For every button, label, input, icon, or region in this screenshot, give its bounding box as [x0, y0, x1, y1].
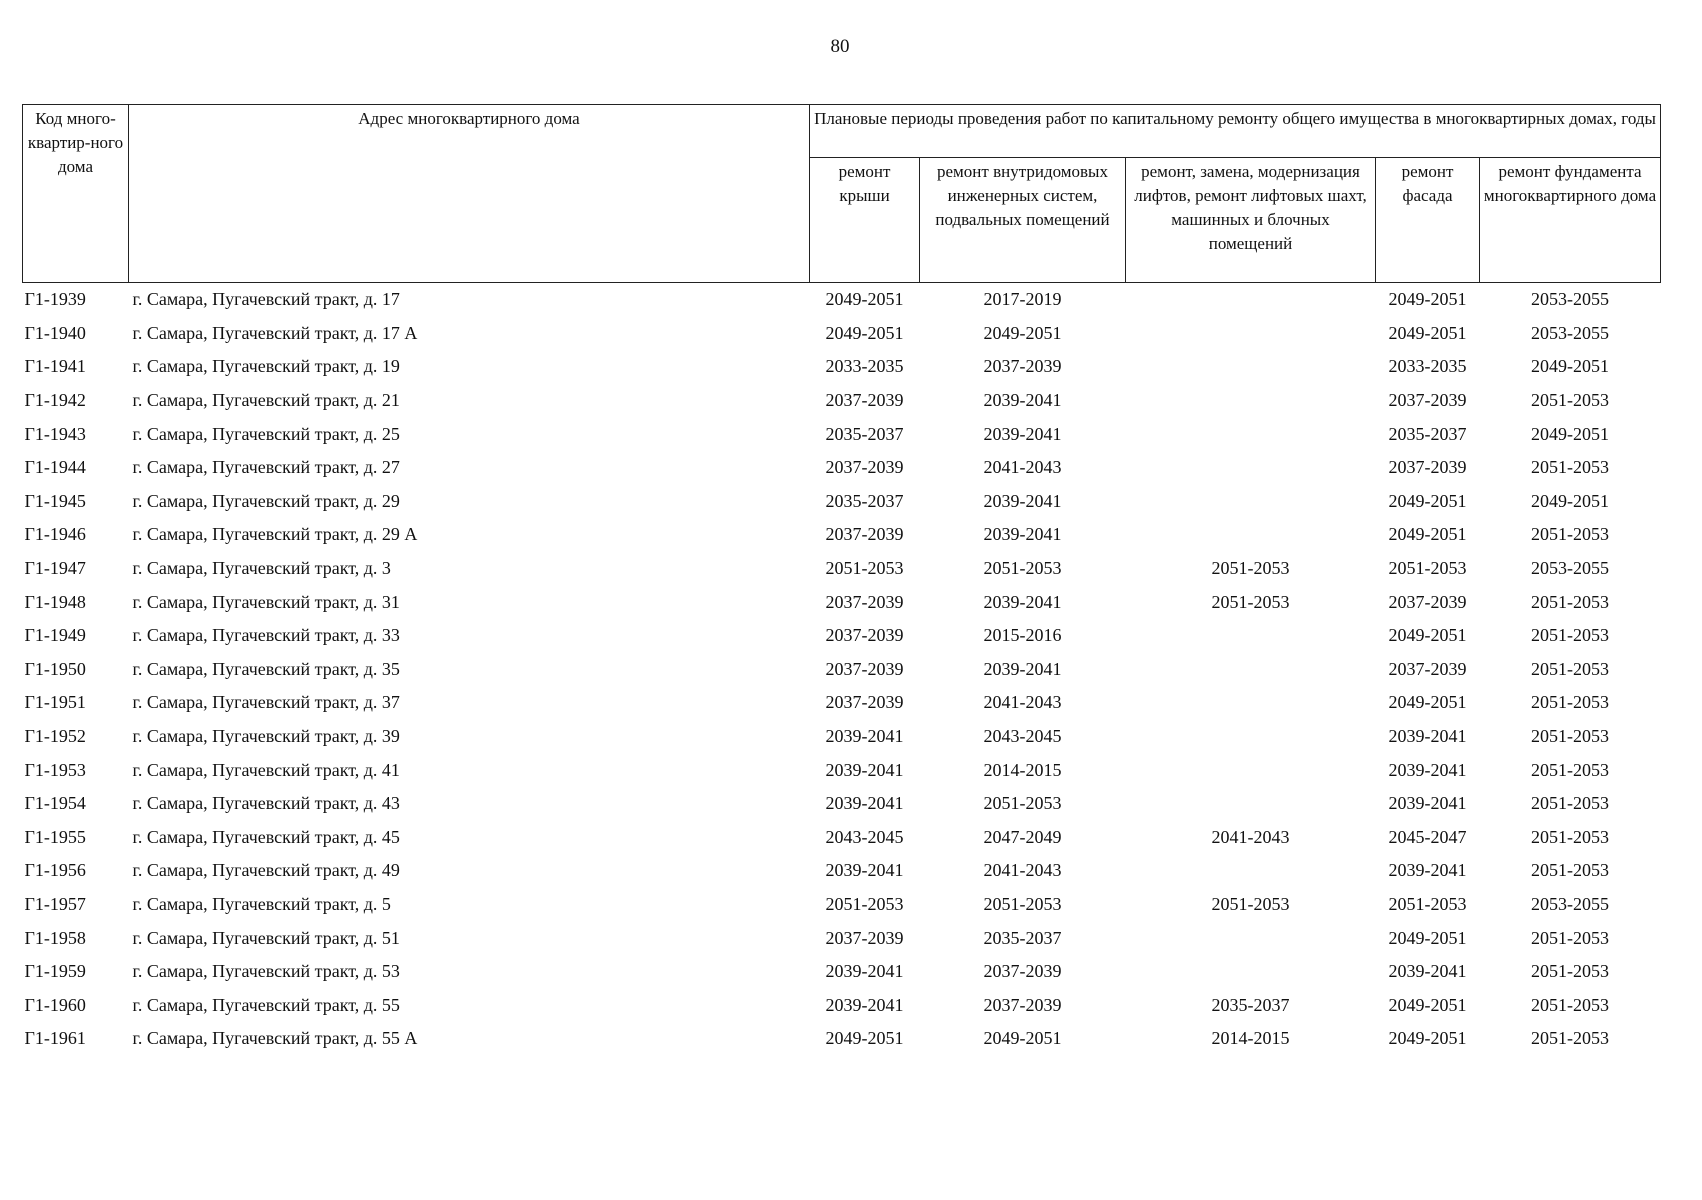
cell-facade: 2049-2051 — [1388, 1028, 1467, 1049]
cell-roof: 2039-2041 — [825, 994, 904, 1015]
cell-address: г. Самара, Пугачевский тракт, д. 33 — [132, 625, 400, 646]
cell-facade: 2039-2041 — [1388, 961, 1467, 982]
cell-code: Г1-1939 — [24, 289, 86, 310]
table-row — [23, 552, 1661, 586]
cell-facade: 2039-2041 — [1388, 860, 1467, 881]
cell-roof: 2033-2035 — [825, 356, 904, 377]
cell-engineering: 2051-2053 — [983, 893, 1062, 914]
table-row — [23, 283, 1661, 317]
cell-lifts — [1126, 384, 1376, 418]
cell-address: г. Самара, Пугачевский тракт, д. 19 — [132, 356, 400, 377]
cell-address: г. Самара, Пугачевский тракт, д. 49 — [132, 860, 400, 881]
cell-code: Г1-1941 — [24, 356, 86, 377]
cell-facade: 2049-2051 — [1388, 692, 1467, 713]
table-row — [23, 417, 1661, 451]
table-row — [23, 451, 1661, 485]
cell-code: Г1-1955 — [24, 826, 86, 847]
cell-foundation: 2053-2055 — [1531, 322, 1610, 343]
cell-code: Г1-1948 — [24, 591, 86, 612]
cell-lifts: 2014-2015 — [1211, 1028, 1290, 1049]
cell-foundation: 2049-2051 — [1531, 356, 1610, 377]
cell-engineering: 2041-2043 — [983, 457, 1062, 478]
cell-facade: 2049-2051 — [1388, 625, 1467, 646]
cell-lifts — [1126, 417, 1376, 451]
cell-lifts — [1126, 518, 1376, 552]
cell-address: г. Самара, Пугачевский тракт, д. 29 — [132, 490, 400, 511]
header-code: Код много-квартир-ного дома — [23, 105, 129, 283]
cell-lifts — [1126, 921, 1376, 955]
table-row — [23, 350, 1661, 384]
cell-facade: 2051-2053 — [1388, 558, 1467, 579]
cell-engineering: 2047-2049 — [983, 826, 1062, 847]
cell-roof: 2039-2041 — [825, 961, 904, 982]
cell-lifts — [1126, 653, 1376, 687]
table-row — [23, 988, 1661, 1022]
cell-facade: 2051-2053 — [1388, 893, 1467, 914]
cell-code: Г1-1940 — [24, 322, 86, 343]
cell-facade: 2039-2041 — [1388, 759, 1467, 780]
cell-roof: 2037-2039 — [825, 658, 904, 679]
cell-address: г. Самара, Пугачевский тракт, д. 37 — [132, 692, 400, 713]
cell-address: г. Самара, Пугачевский тракт, д. 55 — [132, 994, 400, 1015]
cell-lifts — [1126, 787, 1376, 821]
cell-facade: 2037-2039 — [1388, 658, 1467, 679]
cell-roof: 2049-2051 — [825, 289, 904, 310]
cell-foundation: 2051-2053 — [1531, 826, 1610, 847]
header-foundation: ремонт фундамента многоквартирного дома — [1480, 158, 1661, 283]
cell-address: г. Самара, Пугачевский тракт, д. 5 — [132, 893, 391, 914]
cell-code: Г1-1949 — [24, 625, 86, 646]
cell-foundation: 2053-2055 — [1531, 558, 1610, 579]
cell-foundation: 2051-2053 — [1531, 591, 1610, 612]
table-row — [23, 821, 1661, 855]
cell-lifts — [1126, 350, 1376, 384]
table-row — [23, 787, 1661, 821]
cell-foundation: 2051-2053 — [1531, 860, 1610, 881]
header-lifts: ремонт, замена, модернизация лифтов, ремонт лифтовых шахт, машинных и блочных помещений — [1126, 158, 1376, 283]
cell-engineering: 2039-2041 — [983, 390, 1062, 411]
table-row — [23, 619, 1661, 653]
cell-address: г. Самара, Пугачевский тракт, д. 21 — [132, 390, 400, 411]
cell-address: г. Самара, Пугачевский тракт, д. 29 А — [132, 524, 418, 545]
header-roof: ремонт крыши — [810, 158, 920, 283]
cell-roof: 2035-2037 — [825, 423, 904, 444]
cell-foundation: 2049-2051 — [1531, 490, 1610, 511]
table-row — [23, 921, 1661, 955]
cell-facade: 2049-2051 — [1388, 289, 1467, 310]
cell-foundation: 2051-2053 — [1531, 524, 1610, 545]
cell-code: Г1-1957 — [24, 893, 86, 914]
cell-engineering: 2051-2053 — [983, 793, 1062, 814]
header-periods-group: Плановые периоды проведения работ по капитальному ремонту общего имущества в многоквартирных домах, годы — [810, 105, 1661, 158]
cell-roof: 2037-2039 — [825, 390, 904, 411]
cell-code: Г1-1961 — [24, 1028, 86, 1049]
cell-code: Г1-1958 — [24, 927, 86, 948]
cell-lifts: 2035-2037 — [1211, 994, 1290, 1015]
table-header — [23, 105, 1661, 283]
cell-foundation: 2051-2053 — [1531, 625, 1610, 646]
cell-address: г. Самара, Пугачевский тракт, д. 39 — [132, 726, 400, 747]
page-number: 80 — [830, 36, 850, 57]
cell-roof: 2049-2051 — [825, 1028, 904, 1049]
cell-code: Г1-1946 — [24, 524, 86, 545]
cell-roof: 2039-2041 — [825, 726, 904, 747]
cell-code: Г1-1943 — [24, 423, 86, 444]
cell-facade: 2039-2041 — [1388, 793, 1467, 814]
cell-code: Г1-1947 — [24, 558, 86, 579]
table-row — [23, 753, 1661, 787]
table-row — [23, 720, 1661, 754]
table-row — [23, 653, 1661, 687]
cell-engineering: 2039-2041 — [983, 524, 1062, 545]
cell-engineering: 2051-2053 — [983, 558, 1062, 579]
cell-lifts — [1126, 451, 1376, 485]
cell-roof: 2051-2053 — [825, 558, 904, 579]
cell-engineering: 2049-2051 — [983, 322, 1062, 343]
cell-engineering: 2041-2043 — [983, 860, 1062, 881]
cell-roof: 2037-2039 — [825, 625, 904, 646]
cell-foundation: 2051-2053 — [1531, 961, 1610, 982]
cell-facade: 2049-2051 — [1388, 524, 1467, 545]
cell-foundation: 2051-2053 — [1531, 793, 1610, 814]
cell-address: г. Самара, Пугачевский тракт, д. 55 А — [132, 1028, 418, 1049]
cell-roof: 2037-2039 — [825, 524, 904, 545]
cell-code: Г1-1950 — [24, 658, 86, 679]
cell-address: г. Самара, Пугачевский тракт, д. 17 — [132, 289, 400, 310]
cell-lifts: 2051-2053 — [1211, 558, 1290, 579]
cell-facade: 2049-2051 — [1388, 322, 1467, 343]
cell-roof: 2049-2051 — [825, 322, 904, 343]
cell-lifts: 2041-2043 — [1211, 826, 1290, 847]
cell-code: Г1-1959 — [24, 961, 86, 982]
cell-facade: 2049-2051 — [1388, 994, 1467, 1015]
cell-foundation: 2053-2055 — [1531, 893, 1610, 914]
cell-address: г. Самара, Пугачевский тракт, д. 27 — [132, 457, 400, 478]
cell-facade: 2035-2037 — [1388, 423, 1467, 444]
header-engineering: ремонт внутридомовых инженерных систем, подвальных помещений — [920, 158, 1126, 283]
table-row — [23, 1022, 1661, 1056]
cell-lifts — [1126, 854, 1376, 888]
cell-facade: 2045-2047 — [1388, 826, 1467, 847]
cell-foundation: 2051-2053 — [1531, 759, 1610, 780]
header-facade: ремонт фасада — [1376, 158, 1480, 283]
cell-foundation: 2051-2053 — [1531, 1028, 1610, 1049]
cell-engineering: 2037-2039 — [983, 994, 1062, 1015]
cell-address: г. Самара, Пугачевский тракт, д. 25 — [132, 423, 400, 444]
header-address: Адрес многоквартирного дома — [129, 105, 810, 283]
cell-foundation: 2049-2051 — [1531, 423, 1610, 444]
cell-address: г. Самара, Пугачевский тракт, д. 45 — [132, 826, 400, 847]
cell-roof: 2039-2041 — [825, 793, 904, 814]
cell-code: Г1-1942 — [24, 390, 86, 411]
table-row — [23, 955, 1661, 989]
cell-engineering: 2037-2039 — [983, 961, 1062, 982]
cell-code: Г1-1953 — [24, 759, 86, 780]
cell-engineering: 2039-2041 — [983, 658, 1062, 679]
cell-engineering: 2041-2043 — [983, 692, 1062, 713]
table-row — [23, 485, 1661, 519]
cell-roof: 2035-2037 — [825, 490, 904, 511]
cell-roof: 2051-2053 — [825, 893, 904, 914]
cell-roof: 2043-2045 — [825, 826, 904, 847]
cell-lifts — [1126, 283, 1376, 317]
cell-lifts — [1126, 686, 1376, 720]
cell-foundation: 2051-2053 — [1531, 692, 1610, 713]
cell-facade: 2037-2039 — [1388, 457, 1467, 478]
cell-facade: 2049-2051 — [1388, 927, 1467, 948]
cell-facade: 2039-2041 — [1388, 726, 1467, 747]
cell-roof: 2039-2041 — [825, 759, 904, 780]
cell-engineering: 2049-2051 — [983, 1028, 1062, 1049]
cell-address: г. Самара, Пугачевский тракт, д. 17 А — [132, 322, 418, 343]
cell-engineering: 2037-2039 — [983, 356, 1062, 377]
table-row — [23, 518, 1661, 552]
cell-foundation: 2051-2053 — [1531, 658, 1610, 679]
table-row — [23, 854, 1661, 888]
cell-roof: 2037-2039 — [825, 457, 904, 478]
cell-code: Г1-1951 — [24, 692, 86, 713]
cell-engineering: 2015-2016 — [983, 625, 1062, 646]
cell-address: г. Самара, Пугачевский тракт, д. 3 — [132, 558, 391, 579]
cell-foundation: 2051-2053 — [1531, 457, 1610, 478]
cell-code: Г1-1954 — [24, 793, 86, 814]
cell-roof: 2037-2039 — [825, 692, 904, 713]
cell-engineering: 2035-2037 — [983, 927, 1062, 948]
cell-address: г. Самара, Пугачевский тракт, д. 43 — [132, 793, 400, 814]
cell-roof: 2037-2039 — [825, 927, 904, 948]
cell-facade: 2037-2039 — [1388, 591, 1467, 612]
cell-foundation: 2051-2053 — [1531, 927, 1610, 948]
cell-engineering: 2014-2015 — [983, 759, 1062, 780]
cell-engineering: 2039-2041 — [983, 591, 1062, 612]
cell-roof: 2037-2039 — [825, 591, 904, 612]
table-row — [23, 686, 1661, 720]
table-row — [23, 585, 1661, 619]
table-body — [23, 283, 1661, 1056]
cell-engineering: 2039-2041 — [983, 490, 1062, 511]
cell-address: г. Самара, Пугачевский тракт, д. 51 — [132, 927, 400, 948]
cell-foundation: 2051-2053 — [1531, 994, 1610, 1015]
cell-facade: 2037-2039 — [1388, 390, 1467, 411]
cell-code: Г1-1956 — [24, 860, 86, 881]
cell-lifts: 2051-2053 — [1211, 591, 1290, 612]
cell-foundation: 2051-2053 — [1531, 726, 1610, 747]
cell-foundation: 2053-2055 — [1531, 289, 1610, 310]
table-row — [23, 384, 1661, 418]
cell-facade: 2049-2051 — [1388, 490, 1467, 511]
cell-lifts: 2051-2053 — [1211, 893, 1290, 914]
cell-code: Г1-1945 — [24, 490, 86, 511]
table-row — [23, 888, 1661, 922]
repair-schedule-table — [22, 104, 1661, 1056]
cell-roof: 2039-2041 — [825, 860, 904, 881]
cell-address: г. Самара, Пугачевский тракт, д. 31 — [132, 591, 400, 612]
cell-lifts — [1126, 720, 1376, 754]
cell-code: Г1-1944 — [24, 457, 86, 478]
cell-lifts — [1126, 317, 1376, 351]
cell-lifts — [1126, 753, 1376, 787]
cell-address: г. Самара, Пугачевский тракт, д. 41 — [132, 759, 400, 780]
cell-engineering: 2043-2045 — [983, 726, 1062, 747]
cell-foundation: 2051-2053 — [1531, 390, 1610, 411]
cell-engineering: 2039-2041 — [983, 423, 1062, 444]
cell-code: Г1-1952 — [24, 726, 86, 747]
cell-lifts — [1126, 619, 1376, 653]
cell-code: Г1-1960 — [24, 994, 86, 1015]
cell-lifts — [1126, 955, 1376, 989]
cell-address: г. Самара, Пугачевский тракт, д. 53 — [132, 961, 400, 982]
cell-address: г. Самара, Пугачевский тракт, д. 35 — [132, 658, 400, 679]
cell-lifts — [1126, 485, 1376, 519]
table-row — [23, 317, 1661, 351]
cell-engineering: 2017-2019 — [983, 289, 1062, 310]
cell-facade: 2033-2035 — [1388, 356, 1467, 377]
